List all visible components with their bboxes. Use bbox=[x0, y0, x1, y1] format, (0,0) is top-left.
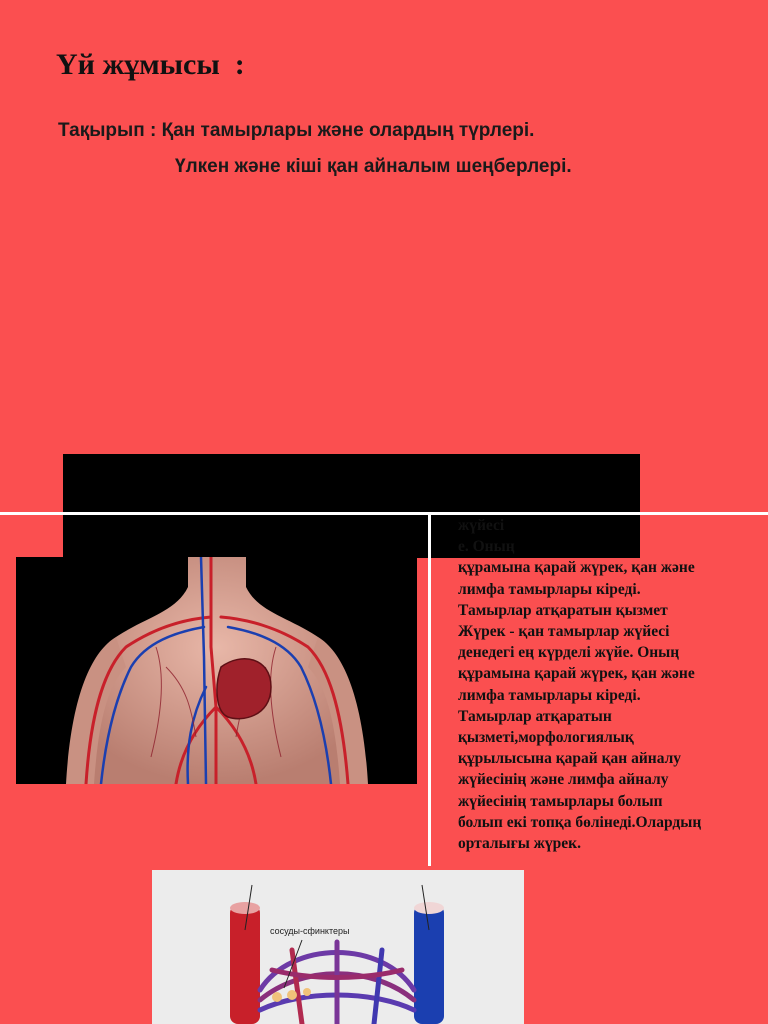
circulatory-system-image bbox=[16, 557, 417, 784]
body-paragraph: жүйесі е. Оның құрамына қарай жүрек, қан және лимфа тамырлары кіреді. Тамырлар атқаратын қызмет Жүрек - қан тамырлар жүйесі денедегі ең күрделі жүйе. Оның құрамына қарай жүрек, қан және лимфа тамырлары кіреді. Тамырлар атқаратын қызметі,морфологиялық құрылысына қарай қан айналу жүйесінің және лимфа айналу жүйесінің тамырлары болып болып екі топқа бөлінеді.Олардың орталығы жүрек. bbox=[458, 517, 702, 853]
topic-line-2: Үлкен және кіші қан айналым шеңберлері. bbox=[175, 156, 572, 177]
page-title: Үй жұмысы : bbox=[56, 48, 245, 81]
capillary-network-illustration bbox=[152, 870, 524, 1024]
capillary-diagram bbox=[152, 870, 524, 1024]
sphincter-label: сосуды-сфинктеры bbox=[270, 926, 350, 936]
vertical-divider bbox=[428, 514, 431, 866]
torso-illustration bbox=[16, 557, 417, 784]
artery-vessel bbox=[230, 905, 260, 1024]
topic-line-1: Тақырып : Қан тамырлары және олардың түрлері. bbox=[58, 120, 535, 141]
vein-vessel bbox=[414, 905, 444, 1024]
